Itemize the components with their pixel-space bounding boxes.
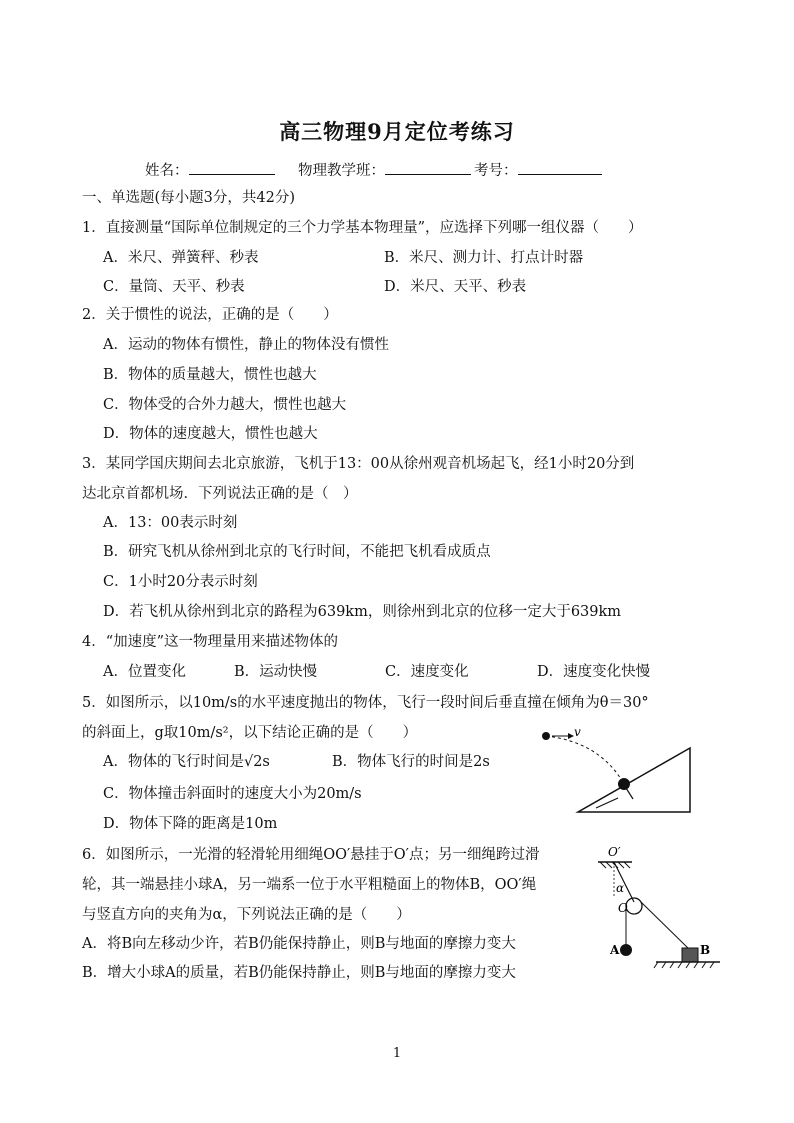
q6-figure xyxy=(596,842,726,970)
q3-stem-line1: 3．某同学国庆期间去北京旅游，飞机于13：00从徐州观音机场起飞，经1小时20分到 xyxy=(82,456,635,472)
ball-a-icon xyxy=(620,944,632,956)
q6-stem-line2: 轮，其一端悬挂小球A，另一端系一位于水平粗糙面上的物体B，OO′绳 xyxy=(82,877,537,893)
q3-option-c: C．1小时20分表示时刻 xyxy=(103,574,258,590)
q4-stem: 4．“加速度”这一物理量用来描述物体的 xyxy=(82,634,339,650)
name-blank[interactable] xyxy=(189,160,275,175)
block-b-icon xyxy=(682,948,698,962)
pulley-label: O xyxy=(618,901,628,915)
q5-figure xyxy=(530,722,700,818)
q5-stem-line2: 的斜面上，g取10m/s²，以下结论正确的是（ ） xyxy=(82,725,418,741)
angle-label: α xyxy=(616,881,625,895)
rope-to-block xyxy=(641,902,690,950)
q2-option-a: A．运动的物体有惯性，静止的物体没有惯性 xyxy=(103,337,389,353)
name-field xyxy=(145,160,275,181)
section-heading: 一、单选题(每小题3分，共42分) xyxy=(82,190,295,206)
pulley-icon xyxy=(626,898,642,914)
impact-ball-icon xyxy=(618,778,630,790)
trajectory-path xyxy=(546,736,624,784)
q2-option-d: D．物体的速度越大，惯性也越大 xyxy=(103,426,318,442)
q5-option-a: A．物体的飞行时间是√2s xyxy=(103,754,270,770)
q3-stem-line2: 达北京首都机场．下列说法正确的是（ ） xyxy=(82,486,358,502)
q5-stem-line1: 5．如图所示，以10m/s的水平速度抛出的物体，飞行一段时间后垂直撞在倾角为θ＝30° xyxy=(82,695,649,711)
class-blank[interactable] xyxy=(385,160,471,175)
ball-a-label: A xyxy=(610,943,620,957)
q3-option-a: A．13：00表示时刻 xyxy=(103,515,238,531)
q1-option-a: A．米尺、弹簧秤、秒表 xyxy=(103,250,259,266)
page-title: 高三物理9月定位考练习 xyxy=(279,119,515,144)
velocity-label: v xyxy=(574,725,581,739)
exam-no-label: 考号： xyxy=(474,163,518,179)
class-field xyxy=(298,160,471,181)
block-b-label: B xyxy=(700,943,711,957)
q5-option-b: B．物体飞行的时间是2s xyxy=(332,754,490,770)
top-point-label: O′ xyxy=(608,845,621,859)
ground-hatch xyxy=(654,962,714,968)
exam-no-field xyxy=(474,160,602,181)
q5-option-c: C．物体撞击斜面时的速度大小为20m/s xyxy=(103,786,362,802)
incline-triangle xyxy=(578,748,690,812)
q4-option-c: C．速度变化 xyxy=(385,664,469,680)
q4-option-a: A．位置变化 xyxy=(103,664,186,680)
q3-option-b: B．研究飞机从徐州到北京的飞行时间，不能把飞机看成质点 xyxy=(103,544,491,560)
impact-arrow xyxy=(626,788,633,799)
q4-option-d: D．速度变化快慢 xyxy=(537,664,651,680)
q2-option-c: C．物体受的合外力越大，惯性也越大 xyxy=(103,397,347,413)
q6-stem-line3: 与竖直方向的夹角为α，下列说法正确的是（ ） xyxy=(82,907,411,923)
q4-option-b: B．运动快慢 xyxy=(234,664,318,680)
name-label: 姓名： xyxy=(145,163,189,179)
q6-option-b: B．增大小球A的质量，若B仍能保持静止，则B与地面的摩擦力变大 xyxy=(82,965,516,981)
q6-stem-line1: 6．如图所示，一光滑的轻滑轮用细绳OO′悬挂于O′点；另一细绳跨过滑 xyxy=(82,847,540,863)
q5-option-d: D．物体下降的距离是10m xyxy=(103,816,278,832)
q2-option-b: B．物体的质量越大，惯性也越大 xyxy=(103,367,317,383)
launch-ball-icon xyxy=(542,732,550,740)
q1-option-c: C．量筒、天平、秒表 xyxy=(103,279,245,295)
q6-option-a: A．将B向左移动少许，若B仍能保持静止，则B与地面的摩擦力变大 xyxy=(82,936,516,952)
q2-stem: 2．关于惯性的说法，正确的是（ ） xyxy=(82,307,338,323)
q1-option-d: D．米尺、天平、秒表 xyxy=(384,279,527,295)
class-label: 物理教学班： xyxy=(298,163,385,179)
q3-option-d: D．若飞机从徐州到北京的路程为639km，则徐州到北京的位移一定大于639km xyxy=(103,604,622,620)
q1-stem: 1．直接测量“国际单位制规定的三个力学基本物理量”，应选择下列哪一组仪器（ ） xyxy=(82,220,643,236)
q1-option-b: B．米尺、测力计、打点计时器 xyxy=(384,250,584,266)
page-number: 1 xyxy=(392,1046,402,1061)
exam-no-blank[interactable] xyxy=(518,160,602,175)
